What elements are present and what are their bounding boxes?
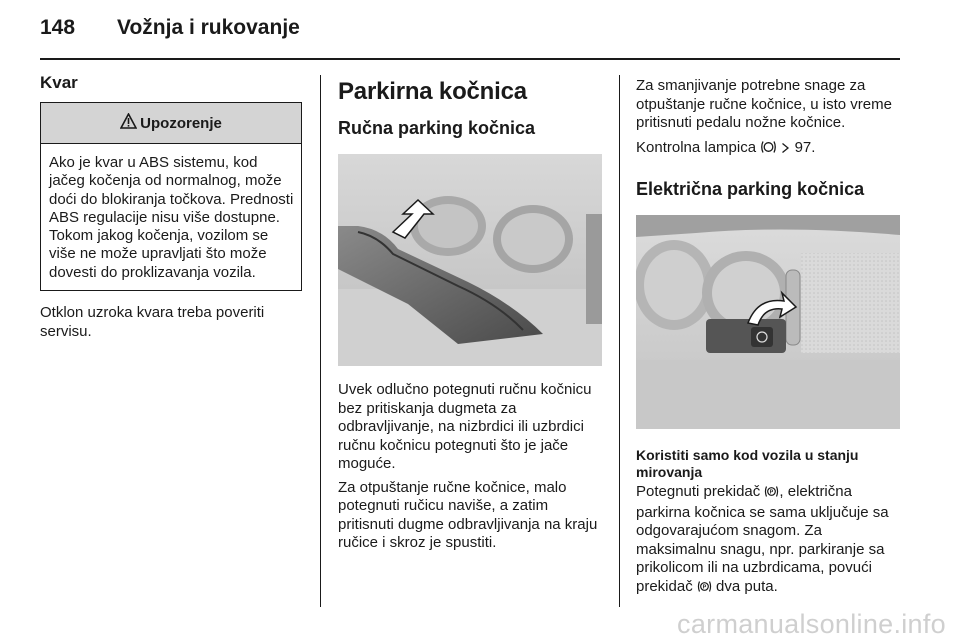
electric-para-part-b: , električna parkirna kočnica se sama uključuje sa odgovarajućom snagom. Za maksimalnu snagu, npr. parkiranje sa prikolicom ili na uzbrdicama, povući prekidač xyxy=(636,483,889,595)
warning-triangle-icon xyxy=(120,113,137,133)
manual-brake-para1: Uvek odlučno potegnuti ručnu kočnicu bez pritiskanja dugmeta za odbravljivanje, na nizbrdici ili uzbrdici ručnu kočnicu potegnuti što je jače moguće. xyxy=(338,381,592,472)
column-divider xyxy=(619,75,620,607)
section-heading-kvar: Kvar xyxy=(40,73,78,92)
bold-note: Koristiti samo kod vozila u stanju mirovanja xyxy=(636,447,859,480)
parking-brake-switch-icon xyxy=(697,580,712,599)
page-title: Vožnja i rukovanje xyxy=(117,16,300,39)
indicator-line xyxy=(636,139,902,160)
electric-para-part-a: Potegnuti prekidač xyxy=(636,483,761,500)
page-reference-arrow-icon xyxy=(781,141,790,160)
electric-para-part-c: dva puta. xyxy=(716,577,778,595)
page-number: 148 xyxy=(40,16,76,39)
kvar-paragraph: Otklon uzroka kvara treba poveriti servisu. xyxy=(40,304,265,340)
subheading-electric-brake: Električna parking kočnica xyxy=(636,179,865,199)
warning-text: Ako je kvar u ABS sistemu, kod jačeg kočenja od normalnog, može doći do blokiranja točkova. Prednosti ABS regulacije nisu više dostupne. Tokom jakog kočenja, vozilom se više ne može upravljati što može dovesti do proklizavanja vozila. xyxy=(49,154,294,281)
warning-body xyxy=(41,144,301,290)
manual-brake-para2: Za otpuštanje ručne kočnice, malo potegnuti ručicu naviše, a zatim pritisnuti dugme odbravljivanja na kraju ručice i skroz je spustiti. xyxy=(338,478,598,551)
header-rule xyxy=(40,58,900,60)
electric-brake-para xyxy=(636,483,902,598)
column-2 xyxy=(338,76,602,553)
electric-brake-photo xyxy=(636,215,900,429)
warning-box xyxy=(40,102,302,291)
warning-title: Upozorenje xyxy=(140,114,222,132)
watermark: carmanualsonline.info xyxy=(677,609,946,639)
indicator-prefix: Kontrolna lampica xyxy=(636,138,757,156)
release-para: Za smanjivanje potrebne snage za otpuštanje ručne kočnice, u isto vreme pritisnuti pedalu nožne kočnice. xyxy=(636,77,892,131)
handbrake-photo xyxy=(338,154,602,366)
warning-header xyxy=(41,103,301,144)
chapter-heading: Parkirna kočnica xyxy=(338,78,527,105)
subheading-manual-brake: Ručna parking kočnica xyxy=(338,118,536,138)
indicator-page-ref: 97. xyxy=(794,138,816,156)
column-divider xyxy=(320,75,321,607)
column-3 xyxy=(636,77,902,598)
parking-brake-switch-icon xyxy=(764,485,779,504)
brake-warning-lamp-icon xyxy=(760,140,777,160)
svg-text:P: P xyxy=(702,584,707,591)
svg-text:P: P xyxy=(770,489,774,496)
column-1 xyxy=(40,72,302,341)
